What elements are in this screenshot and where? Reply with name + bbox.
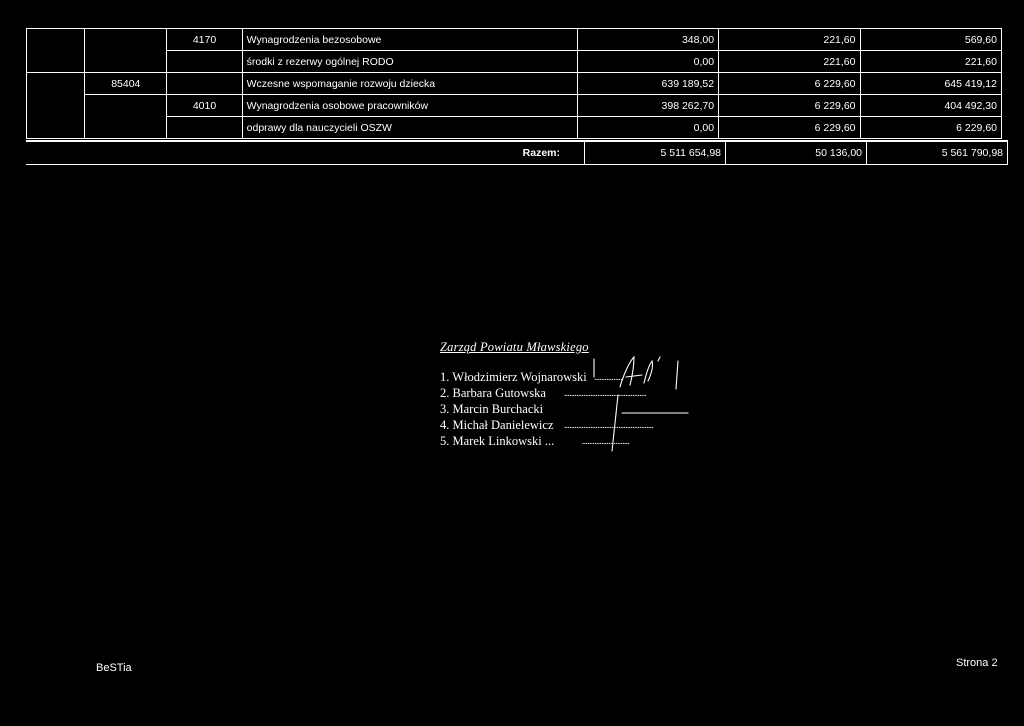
change-cell: 221,60 bbox=[719, 29, 860, 51]
blank-cell bbox=[27, 95, 85, 117]
total-row-table bbox=[26, 140, 1008, 165]
signature-dots: ................ bbox=[594, 372, 622, 382]
member-name: 3. Marcin Burchacki bbox=[440, 402, 544, 416]
change-cell: 6 229,60 bbox=[719, 95, 860, 117]
blank-cell bbox=[85, 51, 167, 73]
name-cell: Wynagrodzenia bezosobowe bbox=[242, 29, 577, 51]
chapter-cell bbox=[85, 95, 167, 117]
name-cell: środki z rezerwy ogólnej RODO bbox=[242, 51, 577, 73]
table-row bbox=[27, 51, 1002, 73]
total-after: 5 561 790,98 bbox=[867, 141, 1008, 165]
signature-stroke bbox=[658, 357, 660, 361]
after-cell: 404 492,30 bbox=[860, 95, 1002, 117]
table-row bbox=[27, 117, 1002, 139]
member-name: 1. Włodzimierz Wojnarowski bbox=[440, 370, 587, 384]
total-row bbox=[26, 141, 1008, 165]
name-cell: Wynagrodzenia osobowe pracowników bbox=[242, 95, 577, 117]
board-title: Zarząd Powiatu Mławskiego bbox=[440, 340, 589, 354]
paragraph-cell: 4170 bbox=[167, 29, 242, 51]
signature-dots: ................................................... bbox=[564, 420, 654, 430]
total-label: Razem: bbox=[26, 141, 585, 165]
budget-table bbox=[26, 28, 1002, 139]
paragraph-cell bbox=[167, 117, 242, 139]
footer-page-number: Strona 2 bbox=[956, 657, 998, 669]
blank-cell bbox=[27, 117, 85, 139]
table-row bbox=[27, 73, 1002, 95]
paragraph-cell bbox=[167, 73, 242, 95]
total-change: 50 136,00 bbox=[726, 141, 867, 165]
after-cell: 6 229,60 bbox=[860, 117, 1002, 139]
footer-software-label: BeSTia bbox=[96, 662, 132, 674]
member-name: 2. Barbara Gutowska bbox=[440, 386, 546, 400]
after-cell: 221,60 bbox=[860, 51, 1002, 73]
handwritten-signature bbox=[590, 355, 710, 445]
signature-stroke bbox=[612, 395, 618, 451]
chapter-cell: 85404 bbox=[85, 73, 167, 95]
signature-stroke bbox=[620, 357, 642, 387]
paragraph-cell bbox=[167, 51, 242, 73]
member-name: 5. Marek Linkowski ... bbox=[440, 434, 555, 448]
signature-dots: ............................................... bbox=[564, 388, 647, 398]
change-cell: 6 229,60 bbox=[719, 73, 860, 95]
division-cell bbox=[27, 29, 85, 51]
blank-cell bbox=[85, 29, 167, 51]
signature-stroke bbox=[676, 361, 678, 389]
paragraph-cell: 4010 bbox=[167, 95, 242, 117]
blank-cell bbox=[27, 73, 85, 95]
total-plan: 5 511 654,98 bbox=[585, 141, 726, 165]
signature-dots: ........................... bbox=[582, 436, 630, 446]
plan-cell: 639 189,52 bbox=[577, 73, 718, 95]
plan-cell: 0,00 bbox=[577, 51, 718, 73]
table-row bbox=[27, 95, 1002, 117]
change-cell: 6 229,60 bbox=[719, 117, 860, 139]
after-cell: 569,60 bbox=[860, 29, 1002, 51]
plan-cell: 348,00 bbox=[577, 29, 718, 51]
name-cell: odprawy dla nauczycieli OSZW bbox=[242, 117, 577, 139]
plan-cell: 0,00 bbox=[577, 117, 718, 139]
name-cell: Wczesne wspomaganie rozwoju dziecka bbox=[242, 73, 577, 95]
after-cell: 645 419,12 bbox=[860, 73, 1002, 95]
change-cell: 221,60 bbox=[719, 51, 860, 73]
signature-stroke bbox=[644, 361, 653, 383]
member-name: 4. Michał Danielewicz bbox=[440, 418, 554, 432]
chapter-cell bbox=[85, 117, 167, 139]
division-cell bbox=[27, 51, 85, 73]
table-row bbox=[27, 29, 1002, 51]
plan-cell: 398 262,70 bbox=[577, 95, 718, 117]
